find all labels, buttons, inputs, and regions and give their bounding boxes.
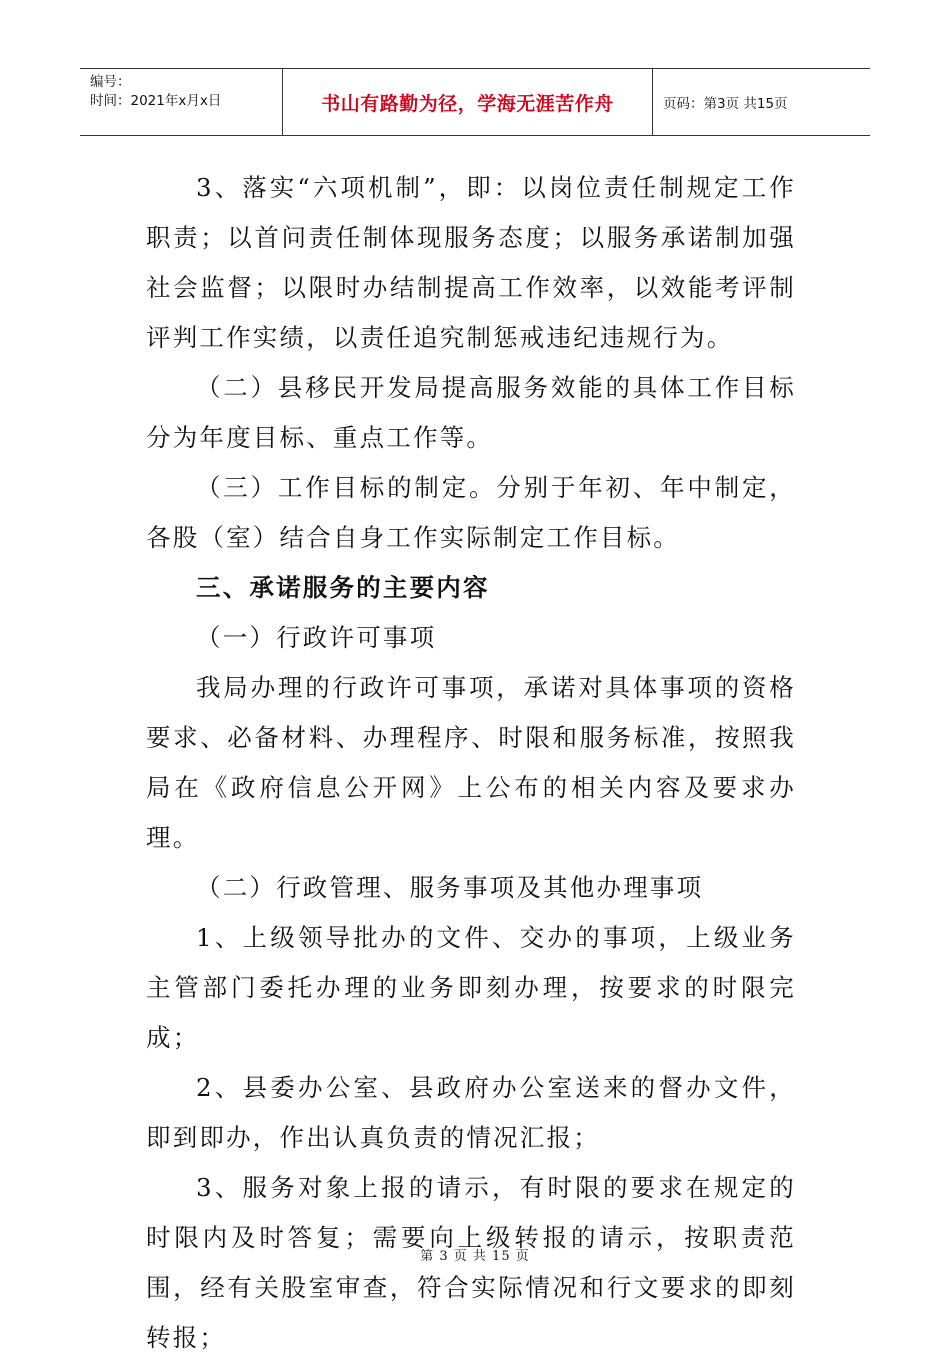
body-paragraph: 3、服务对象上报的请示，有时限的要求在规定的时限内及时答复；需要向上级转报的请示，按职责范围，经有关股室审查，符合实际情况和行文要求的即刻转报；: [146, 1173, 796, 1352]
document-header: [80, 68, 870, 136]
body-paragraph: （三）工作目标的制定。分别于年初、年中制定，各股（室）结合自身工作实际制定工作目标。: [146, 473, 796, 552]
body-paragraph: 1、上级领导批办的文件、交办的事项，上级业务主管部门委托办理的业务即刻办理，按要求的时限完成；: [146, 923, 796, 1052]
body-paragraph: 2、县委办公室、县政府办公室送来的督办文件，即到即办，作出认真负责的情况汇报；: [146, 1073, 796, 1152]
serial-number-label: 编号：: [90, 74, 131, 90]
section-heading: 三、承诺服务的主要内容: [196, 573, 490, 602]
header-motto-cell: [283, 69, 653, 135]
body-paragraph: 3、落实“六项机制”，即：以岗位责任制规定工作职责；以首问责任制体现服务态度；以服务承诺制加强社会监督；以限时办结制提高工作效率，以效能考评制评判工作实绩，以责任追究制惩戒违纪违规行为。: [146, 173, 796, 352]
subsection-heading: （一）行政许可事项: [196, 623, 437, 652]
subsection-heading: （二）行政管理、服务事项及其他办理事项: [196, 873, 704, 902]
header-motto: 书山有路勤为径，学海无涯苦作舟: [321, 92, 614, 115]
body-paragraph: （二）县移民开发局提高服务效能的具体工作目标分为年度目标、重点工作等。: [146, 373, 796, 452]
document-body: [146, 163, 796, 1363]
header-page-info: 页码：第3页 共15页: [663, 96, 788, 112]
page-footer: 第 3 页 共 15 页: [420, 1249, 530, 1264]
body-paragraph: 我局办理的行政许可事项，承诺对具体事项的资格要求、必备材料、办理程序、时限和服务标准，按照我局在《政府信息公开网》上公布的相关内容及要求办理。: [146, 673, 796, 852]
header-page-cell: [653, 69, 870, 135]
date-label: 时间：2021年x月x日: [90, 93, 222, 109]
header-meta-cell: [80, 69, 283, 135]
